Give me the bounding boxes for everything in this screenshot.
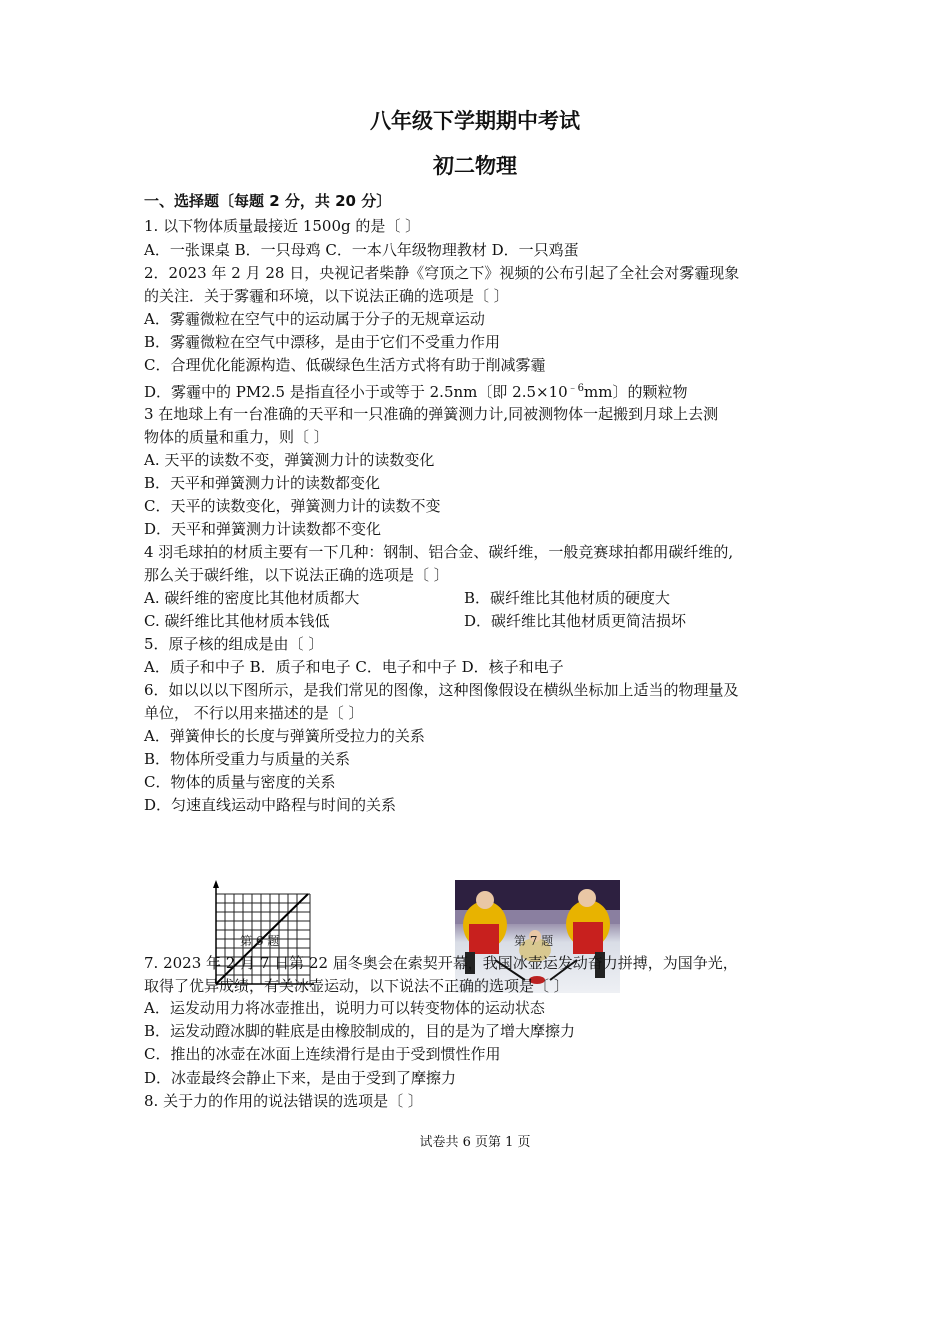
question-4-line-1: 4 羽毛球拍的材质主要有一下几种：钢制、铝合金、碳纤维，一般竞赛球拍都用碳纤维的, [144, 543, 734, 561]
question-7-option-c: C．推出的冰壶在冰面上连续滑行是由于受到惯性作用 [144, 1045, 501, 1063]
question-2-option-b: B．雾霾微粒在空气中漂移，是由于它们不受重力作用 [144, 333, 501, 351]
question-6-option-d: D．匀速直线运动中路程与时间的关系 [144, 796, 397, 814]
question-7-option-b: B．运发动蹬冰脚的鞋底是由橡胶制成的，目的是为了增大摩擦力 [144, 1022, 576, 1040]
question-3-option-d: D．天平和弹簧测力计读数都不变化 [144, 520, 382, 538]
question-4-option-d: D．碳纤维比其他材质更简洁损坏 [464, 612, 687, 630]
question-6-option-a: A．弹簧伸长的长度与弹簧所受拉力的关系 [144, 727, 425, 745]
question-3-line-2: 物体的质量和重力，则〔 〕 [144, 428, 329, 446]
question-5-options: A．质子和中子 B．质子和电子 C．电子和中子 D．核子和电子 [144, 658, 564, 676]
figure-6-label: 第 6 题 [240, 934, 280, 948]
question-4-option-a: A. 碳纤维的密度比其他材质都大 [144, 589, 360, 607]
question-6-option-c: C．物体的质量与密度的关系 [144, 773, 336, 791]
option-d-text-end: mm〕的颗粒物 [584, 383, 688, 401]
question-6-line-2: 单位， 不行以用来描述的是〔 〕 [144, 704, 364, 722]
question-2-option-a: A．雾霾微粒在空气中的运动属于分子的无规章运动 [144, 310, 485, 328]
question-4-line-2: 那么关于碳纤维，以下说法正确的选项是〔 〕 [144, 566, 449, 584]
exam-title: 八年级下学期期中考试 [370, 109, 580, 133]
question-4-option-c: C. 碳纤维比其他材质本钱低 [144, 612, 330, 630]
question-2-option-d [144, 379, 688, 402]
question-8: 8. 关于力的作用的说法错误的选项是〔 〕 [144, 1092, 423, 1110]
question-1: 1. 以下物体质量最接近 1500g 的是〔 〕 [144, 217, 421, 235]
question-3-line-1: 3 在地球上有一台准确的天平和一只准确的弹簧测力计,同被测物体一起搬到月球上去测 [144, 405, 719, 423]
question-7-line-2: 取得了优异成绩，有关冰壶运动，以下说法不正确的选项是〔 〕 [144, 977, 569, 995]
page-footer: 试卷共 6 页第 1 页 [419, 1135, 531, 1150]
question-5: 5．原子核的组成是由〔 〕 [144, 635, 324, 653]
question-6-line-1: 6．如以以以下图所示，是我们常见的图像，这种图像假设在横纵坐标加上适当的物理量及 [144, 681, 739, 699]
question-2-option-c: C．合理优化能源构造、低碳绿色生活方式将有助于削减雾霾 [144, 356, 546, 374]
question-2-line-1: 2．2023 年 2 月 28 日，央视记者柴静《穹顶之下》视频的公布引起了全社会对雾霾现象 [144, 264, 740, 282]
question-7-option-d: D．冰壶最终会静止下来，是由于受到了摩擦力 [144, 1069, 457, 1087]
question-3-option-c: C．天平的读数变化，弹簧测力计的读数不变 [144, 497, 441, 515]
question-7-line-1: 7. 2023 年 2 月 7 日第 22 届冬奥会在索契开幕，我国冰壶运发动奋力拼搏，为国争光， [144, 954, 738, 972]
question-6-option-b: B．物体所受重力与质量的关系 [144, 750, 351, 768]
section-heading: 一、选择题〔每题 2 分，共 20 分〕 [144, 192, 392, 210]
question-3-option-a: A. 天平的读数不变，弹簧测力计的读数变化 [144, 451, 435, 469]
question-1-options: A．一张课桌 B．一只母鸡 C．一本八年级物理教材 D．一只鸡蛋 [144, 241, 579, 259]
question-2-line-2: 的关注．关于雾霾和环境，以下说法正确的选项是〔 〕 [144, 287, 509, 305]
exponent: ﹣6 [567, 383, 585, 394]
exam-subtitle: 初二物理 [433, 154, 517, 178]
option-d-text: D．雾霾中的 PM2.5 是指直径小于或等于 2.5nm〔即 2.5×10 [144, 383, 568, 401]
question-4-option-b: B．碳纤维比其他材质的硬度大 [464, 589, 671, 607]
question-7-option-a: A．运发动用力将冰壶推出，说明力可以转变物体的运动状态 [144, 999, 545, 1017]
question-3-option-b: B．天平和弹簧测力计的读数都变化 [144, 474, 381, 492]
figure-7-label: 第 7 题 [514, 934, 554, 948]
